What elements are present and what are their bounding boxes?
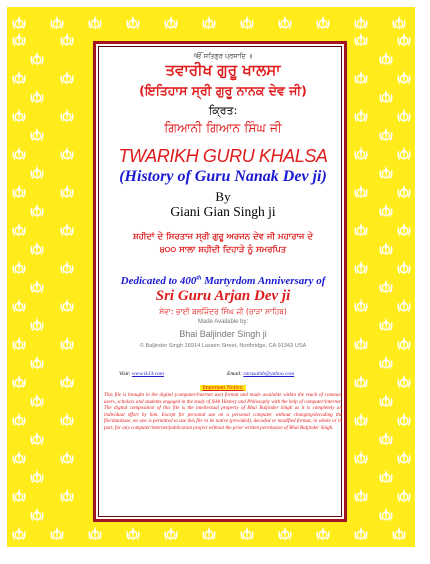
khanda-icon — [10, 107, 28, 125]
khanda-icon — [352, 221, 370, 239]
khanda-icon — [10, 373, 28, 391]
khanda-icon — [395, 449, 413, 467]
khanda-icon — [58, 145, 76, 163]
khanda-icon — [58, 487, 76, 505]
english-subtitle: (History of Guru Nanak Dev ji) — [119, 168, 327, 185]
khanda-icon — [276, 525, 294, 543]
khanda-icon — [10, 449, 28, 467]
khanda-icon — [395, 373, 413, 391]
khanda-icon — [10, 69, 28, 87]
khanda-icon — [390, 525, 408, 543]
khanda-icon — [10, 221, 28, 239]
khanda-icon — [377, 468, 395, 486]
gurmukhi-author: ਗਿਆਨੀ ਗਿਆਨ ਸਿੰਘ ਜੀ — [164, 120, 282, 135]
khanda-icon — [377, 278, 395, 296]
khanda-icon — [352, 14, 370, 32]
khanda-icon — [10, 259, 28, 277]
khanda-icon — [377, 354, 395, 372]
khanda-icon — [200, 525, 218, 543]
khanda-icon — [352, 107, 370, 125]
khanda-icon — [352, 449, 370, 467]
khanda-icon — [352, 183, 370, 201]
khanda-icon — [86, 14, 104, 32]
khanda-icon — [28, 202, 46, 220]
khanda-icon — [352, 31, 370, 49]
khanda-icon — [28, 240, 46, 258]
khanda-icon — [200, 14, 218, 32]
khanda-icon — [162, 525, 180, 543]
khanda-icon — [28, 164, 46, 182]
gurmukhi-title: ਤਵਾਰੀਖ ਗੁਰੂ ਖਾਲਸਾ — [165, 61, 281, 79]
khanda-icon — [352, 145, 370, 163]
website-link[interactable]: www.ik13.com — [131, 371, 164, 377]
khanda-icon — [390, 14, 408, 32]
khanda-icon — [352, 487, 370, 505]
khanda-icon — [58, 373, 76, 391]
gurmukhi-sewa-credit: ਸੇਵਾ: ਭਾਈ ਬਲਜਿੰਦਰ ਸਿੰਘ ਜੀ (ਰਾੜਾ ਸਾਹਿਬ) — [159, 307, 287, 316]
khanda-icon — [10, 145, 28, 163]
khanda-icon — [58, 411, 76, 429]
gurmukhi-subtitle: (ਇਤਿਹਾਸ ਸ੍ਰੀ ਗੁਰੂ ਨਾਨਕ ਦੇਵ ਜੀ) — [139, 83, 307, 98]
khanda-icon — [395, 183, 413, 201]
email-label: Email: — [227, 371, 244, 377]
khanda-icon — [58, 449, 76, 467]
gurmukhi-krit-label: ਕ੍ਰਿਤ: — [208, 104, 238, 117]
email-link[interactable]: rarasahib@yahoo.com — [243, 371, 295, 377]
khanda-icon — [48, 14, 66, 32]
khanda-icon — [10, 411, 28, 429]
khanda-icon — [58, 221, 76, 239]
copyright-address: © Baljinder Singh 16914 Lassen Street, Northridge, CA 91343 USA — [139, 343, 307, 349]
khanda-icon — [58, 69, 76, 87]
khanda-icon — [238, 525, 256, 543]
khanda-icon — [28, 278, 46, 296]
khanda-icon — [28, 316, 46, 334]
khanda-icon — [352, 335, 370, 353]
khanda-icon — [58, 297, 76, 315]
khanda-icon — [377, 316, 395, 334]
khanda-icon — [162, 14, 180, 32]
khanda-icon — [377, 392, 395, 410]
english-title: TWARIKH GURU KHALSA — [118, 146, 328, 166]
khanda-icon — [395, 487, 413, 505]
khanda-icon — [352, 259, 370, 277]
cover-panel-inner — [98, 46, 342, 517]
khanda-icon — [58, 335, 76, 353]
khanda-icon — [10, 487, 28, 505]
khanda-icon — [48, 525, 66, 543]
khanda-icon — [395, 221, 413, 239]
khanda-icon — [352, 411, 370, 429]
khanda-icon — [10, 335, 28, 353]
gurmukhi-dedication-line2: ੪੦੦ ਸਾਲਾ ਸ਼ਹੀਦੀ ਦਿਹਾੜੇ ਨੂੰ ਸਮਰਪਿਤ — [159, 245, 287, 255]
khanda-icon — [28, 506, 46, 524]
khanda-icon — [28, 50, 46, 68]
khanda-icon — [395, 297, 413, 315]
khanda-icon — [352, 373, 370, 391]
khanda-icon — [395, 69, 413, 87]
khanda-icon — [10, 525, 28, 543]
khanda-icon — [395, 411, 413, 429]
khanda-icon — [28, 126, 46, 144]
khanda-icon — [28, 354, 46, 372]
khanda-icon — [377, 164, 395, 182]
gurmukhi-dedication-line1: ਸ਼ਹੀਦਾਂ ਦੇ ਸਿਰਤਾਜ ਸ੍ਰੀ ਗੁਰੂ ਅਰਜਨ ਦੇਵ ਜੀ ਮਹਾਰਾਜ ਦੇ — [132, 232, 314, 242]
khanda-icon — [377, 126, 395, 144]
khanda-icon — [377, 240, 395, 258]
khanda-icon — [352, 525, 370, 543]
khanda-icon — [314, 525, 332, 543]
cover-panel — [93, 41, 347, 522]
khanda-icon — [395, 335, 413, 353]
khanda-icon — [377, 430, 395, 448]
khanda-icon — [124, 14, 142, 32]
important-notice-label: Important Notice: — [202, 385, 244, 391]
khanda-icon — [395, 145, 413, 163]
khanda-icon — [58, 107, 76, 125]
khanda-icon — [58, 31, 76, 49]
khanda-icon — [28, 430, 46, 448]
khanda-icon — [28, 392, 46, 410]
publisher-name: Bhai Baljinder Singh ji — [179, 329, 267, 339]
khanda-icon — [238, 14, 256, 32]
visit-contact — [119, 371, 164, 377]
important-notice-text: This file is brought in the digital (computer/internet use) format and made available within the reach of common users, scholars and students engaged in the study of Sikh History and Philosophy with the help of computer/internet. The digital composition of this file is the intellectual property of Bhai Baljinder Singh as it is completely an individual effort by him. Except for personal use on a personal computer without changing/decoding the file/database, no one is permitted to use this file in its native (provided), decoded or modified format, in whole or in part, for any computer/internet/publication project without the prior written permission of Bhai Baljinder Singh. — [104, 392, 342, 431]
khanda-icon — [314, 14, 332, 32]
khanda-icon — [58, 259, 76, 277]
english-author: Giani Gian Singh ji — [170, 204, 276, 219]
khanda-icon — [58, 183, 76, 201]
khanda-icon — [10, 297, 28, 315]
khanda-icon — [276, 14, 294, 32]
khanda-icon — [352, 297, 370, 315]
ik-onkar-invocation: ੴ ਸਤਿਗੁਰ ਪ੍ਰਸਾਦਿ ॥ — [193, 52, 253, 60]
visit-label: Visit: — [119, 371, 132, 377]
khanda-icon — [28, 88, 46, 106]
khanda-icon — [395, 259, 413, 277]
khanda-icon — [10, 31, 28, 49]
khanda-icon — [86, 525, 104, 543]
guru-name: Sri Guru Arjan Dev ji — [155, 288, 291, 304]
khanda-icon — [377, 88, 395, 106]
khanda-icon — [10, 14, 28, 32]
dedication-pre: Dedicated to 400 — [120, 275, 197, 287]
khanda-icon — [395, 107, 413, 125]
dedication-post: Martyrdom Anniversary of — [201, 275, 326, 287]
made-available-label: Made Available by: — [197, 319, 249, 325]
khanda-icon — [124, 525, 142, 543]
khanda-icon — [28, 468, 46, 486]
important-notice-heading — [99, 385, 347, 391]
dedication-ordinal: th — [196, 275, 202, 282]
khanda-icon — [377, 506, 395, 524]
khanda-icon — [10, 183, 28, 201]
khanda-icon — [395, 31, 413, 49]
khanda-icon — [377, 202, 395, 220]
english-dedication — [99, 275, 347, 287]
email-contact — [227, 371, 294, 377]
by-label: By — [215, 189, 231, 204]
khanda-icon — [377, 50, 395, 68]
khanda-icon — [352, 69, 370, 87]
